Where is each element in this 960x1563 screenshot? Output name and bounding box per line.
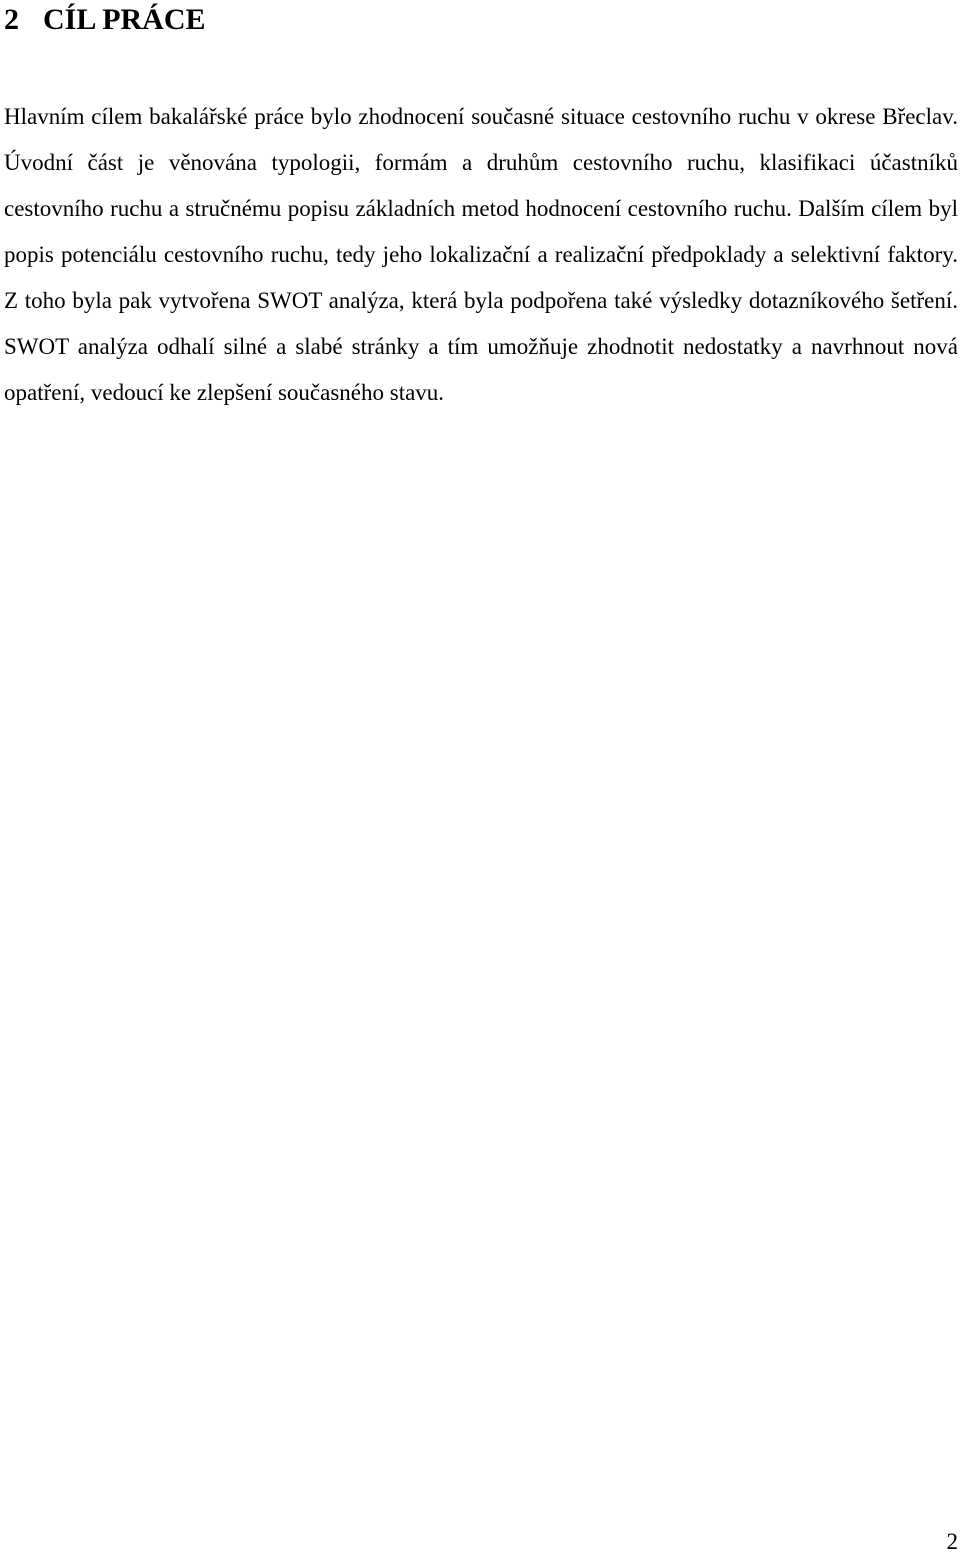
chapter-heading (4, 0, 206, 40)
body-paragraph: Hlavním cílem bakalářské práce bylo zhodnocení současné situace cestovního ruchu v okrese Břeclav. Úvodní část je věnována typologii, formám a druhům cestovního ruchu, klasifikaci účastníků cestovního ruchu a stručnému popisu základních metod hodnocení cestovního ruchu. Dalším cílem byl popis potenciálu cestovního ruchu, tedy jeho lokalizační a realizační předpoklady a selektivní faktory. Z toho byla pak vytvořena SWOT analýza, která byla podpořena také výsledky dotazníkového šetření. SWOT analýza odhalí silné a slabé stránky a tím umožňuje zhodnotit nedostatky a navrhnout nová opatření, vedoucí ke zlepšení současného stavu. (4, 104, 958, 405)
page-number: 2 (946, 1529, 958, 1554)
chapter-number: 2 (4, 3, 19, 36)
chapter-title: CÍL PRÁCE (43, 3, 206, 36)
